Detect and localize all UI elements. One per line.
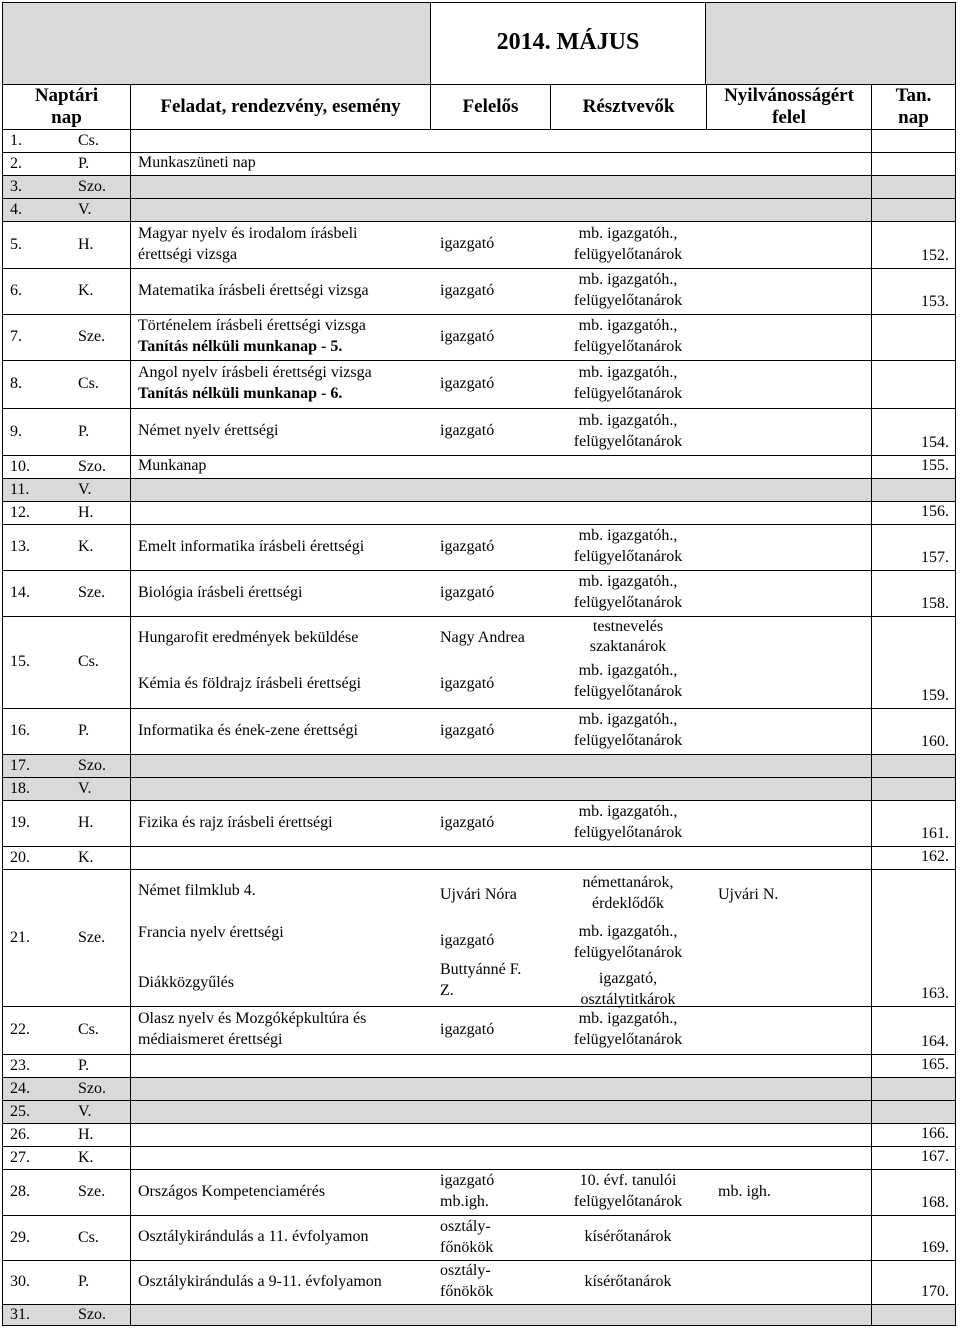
participants-text: felügyelőtanárok — [573, 432, 683, 450]
task-text: Matematika írásbeli érettségi vizsga — [138, 281, 369, 299]
row-12-part-cell — [550, 501, 706, 524]
day-number: 27. — [10, 1148, 30, 1166]
row-31-tan-cell — [871, 1304, 956, 1326]
row-4-resp-cell — [430, 198, 550, 221]
header-day-text: Naptári nap — [34, 85, 99, 128]
teaching-day-number: 167. — [921, 1148, 949, 1165]
day-name: V. — [78, 779, 92, 797]
day-name: Szo. — [78, 177, 106, 195]
header-responsible-text: Felelős — [462, 96, 519, 117]
row-11-task-cell — [130, 478, 430, 501]
day-name: Sze. — [78, 328, 106, 345]
title-blank-left — [2, 2, 430, 84]
participants-text: mb. igazgatóh., — [578, 1010, 678, 1027]
task-text: Magyar nyelv és irodalom írásbeli — [138, 224, 358, 242]
row-8-pub-cell — [706, 360, 871, 408]
day-name: Sze. — [78, 928, 106, 946]
row-1-task-cell — [130, 129, 430, 152]
header-responsible — [430, 84, 550, 129]
task-text: Hungarofit eredmények beküldése — [138, 629, 359, 646]
day-number: 22. — [10, 1021, 30, 1038]
row-31-task-cell — [130, 1304, 430, 1326]
row-3-pub-cell — [706, 175, 871, 198]
row-20-part-cell — [550, 846, 706, 869]
teaching-day-number: 152. — [921, 247, 949, 264]
row-4-tan-cell — [871, 198, 956, 221]
participants-text: testnevelés — [592, 618, 664, 635]
row-17-tan-cell — [871, 754, 956, 777]
row-25-pub-cell — [706, 1100, 871, 1123]
row-3-task-cell — [130, 175, 430, 198]
day-number: 21. — [10, 928, 30, 946]
task-text: Munkanap — [138, 457, 207, 474]
task-text: Német filmklub 4. — [138, 882, 256, 899]
row-25-tan-cell — [871, 1100, 956, 1123]
day-number: 10. — [10, 457, 30, 475]
teaching-day-number: 154. — [921, 434, 949, 451]
header-publicity — [706, 84, 871, 129]
teaching-day-number: 162. — [921, 848, 949, 865]
responsible-text: igazgató — [440, 281, 495, 299]
day-name: Cs. — [78, 653, 99, 670]
row-30-pub-cell — [706, 1260, 871, 1304]
day-number: 4. — [10, 200, 22, 218]
header-participants — [550, 84, 706, 129]
task-text: Fizika és rajz írásbeli érettségi — [138, 813, 333, 831]
day-name: Szo. — [78, 457, 106, 475]
day-name: Cs. — [78, 1228, 99, 1246]
row-27-resp-cell — [430, 1146, 550, 1169]
task-text: Osztálykirándulás a 9-11. évfolyamon — [138, 1272, 382, 1290]
day-name: Cs. — [78, 131, 99, 149]
row-24-part-cell — [550, 1077, 706, 1100]
row-31-resp-cell — [430, 1304, 550, 1326]
participants-text: mb. igazgatóh., — [578, 224, 678, 242]
participants-text: mb. igazgatóh., — [578, 803, 678, 820]
row-16-pub-cell — [706, 708, 871, 754]
task-text: Diákközgyűlés — [138, 974, 234, 991]
participants-text: mb. igazgatóh., — [578, 364, 678, 381]
teaching-day-number: 168. — [921, 1194, 949, 1211]
participants-text: felügyelőtanárok — [573, 292, 683, 309]
teaching-day-number: 170. — [921, 1283, 949, 1300]
row-4-part-cell — [550, 198, 706, 221]
day-number: 26. — [10, 1125, 30, 1143]
task-text: Informatika és ének-zene érettségi — [138, 721, 358, 739]
row-24-task-cell — [130, 1077, 430, 1100]
participants-text: osztálytitkárok — [580, 991, 676, 1008]
participants-text: felügyelőtanárok — [573, 338, 683, 355]
day-name: K. — [78, 282, 94, 299]
teaching-day-number: 166. — [921, 1125, 949, 1142]
row-22-pub-cell — [706, 1006, 871, 1054]
row-26-pub-cell — [706, 1123, 871, 1146]
row-11-pub-cell — [706, 478, 871, 501]
row-17-pub-cell — [706, 754, 871, 777]
task-text: médiaismeret érettségi — [138, 1031, 283, 1048]
responsible-text: Ujvári Nóra — [440, 886, 517, 903]
responsible-text: Buttyánné F. — [440, 961, 522, 978]
day-number: 14. — [10, 584, 30, 601]
responsible-text: Nagy Andrea — [440, 629, 525, 646]
day-name: P. — [78, 154, 90, 172]
teaching-day-number: 165. — [921, 1056, 949, 1073]
day-name: Szo. — [78, 1079, 106, 1097]
day-name: H. — [78, 235, 94, 253]
day-number: 25. — [10, 1102, 30, 1120]
row-19-pub-cell — [706, 800, 871, 846]
participants-text: felügyelőtanárok — [573, 594, 683, 611]
row-24-resp-cell — [430, 1077, 550, 1100]
day-name: P. — [78, 1056, 90, 1074]
responsible-text: osztály- — [440, 1217, 491, 1235]
row-2-resp-cell — [430, 152, 550, 175]
day-number: 31. — [10, 1306, 30, 1323]
teaching-day-number: 156. — [921, 503, 949, 520]
participants-text: felügyelőtanárok — [573, 245, 683, 263]
day-name: P. — [78, 422, 90, 440]
teaching-day-number: 153. — [921, 293, 949, 310]
day-name: Sze. — [78, 1183, 106, 1200]
task-text: Országos Kompetenciamérés — [138, 1182, 326, 1200]
row-23-part-cell — [550, 1054, 706, 1077]
header-publicity-text: Nyilvánosságért felel — [724, 85, 854, 128]
day-number: 8. — [10, 375, 22, 392]
day-name: Szo. — [78, 756, 106, 774]
row-12-pub-cell — [706, 501, 871, 524]
day-number: 6. — [10, 282, 22, 299]
responsible-text: igazgató — [440, 813, 495, 831]
day-number: 2. — [10, 154, 22, 172]
day-name: P. — [78, 722, 90, 739]
row-8-tan-cell — [871, 360, 956, 408]
day-name: V. — [78, 1102, 92, 1120]
header-task — [130, 84, 430, 129]
day-number: 24. — [10, 1079, 30, 1097]
row-10-part-cell — [550, 455, 706, 478]
task-text: Történelem írásbeli érettségi vizsga — [138, 317, 366, 334]
row-9-pub-cell — [706, 408, 871, 455]
teaching-day-number: 160. — [921, 733, 949, 750]
day-name: P. — [78, 1273, 90, 1290]
day-number: 13. — [10, 538, 30, 555]
row-18-tan-cell — [871, 777, 956, 800]
row-18-task-cell — [130, 777, 430, 800]
day-name: K. — [78, 538, 94, 555]
responsible-text: igazgató — [440, 583, 495, 601]
teaching-day-number: 161. — [921, 825, 949, 842]
task-text: Biológia írásbeli érettségi — [138, 583, 303, 601]
row-1-tan-cell — [871, 129, 956, 152]
row-20-resp-cell — [430, 846, 550, 869]
row-12-resp-cell — [430, 501, 550, 524]
day-number: 23. — [10, 1056, 30, 1074]
participants-text: mb. igazgatóh., — [578, 317, 678, 334]
teaching-day-number: 164. — [921, 1033, 949, 1050]
day-number: 1. — [10, 131, 22, 149]
task-text: Olasz nyelv és Mozgóképkultúra és — [138, 1010, 367, 1027]
row-5-pub-cell — [706, 221, 871, 268]
participants-text: szaktanárok — [589, 638, 667, 655]
day-number: 30. — [10, 1273, 30, 1290]
day-number: 19. — [10, 814, 30, 831]
row-24-pub-cell — [706, 1077, 871, 1100]
row-11-part-cell — [550, 478, 706, 501]
teaching-day-number: 163. — [921, 985, 949, 1002]
responsible-text: főnökök — [440, 1238, 494, 1256]
day-number: 12. — [10, 503, 30, 521]
schedule-sheet — [2, 2, 956, 1326]
row-2-part-cell — [550, 152, 706, 175]
row-7-pub-cell — [706, 314, 871, 360]
participants-text: mb. igazgatóh., — [578, 271, 678, 288]
participants-text: mb. igazgatóh., — [578, 411, 678, 429]
row-3-tan-cell — [871, 175, 956, 198]
row-10-resp-cell — [430, 455, 550, 478]
participants-text: mb. igazgatóh., — [578, 923, 678, 940]
row-20-task-cell — [130, 846, 430, 869]
row-25-part-cell — [550, 1100, 706, 1123]
responsible-text: osztály- — [440, 1262, 491, 1279]
day-name: H. — [78, 503, 94, 521]
row-27-task-cell — [130, 1146, 430, 1169]
row-4-pub-cell — [706, 198, 871, 221]
participants-text: felügyelőtanárok — [573, 683, 683, 700]
row-2-pub-cell — [706, 152, 871, 175]
row-31-part-cell — [550, 1304, 706, 1326]
participants-text: felügyelőtanárok — [573, 1031, 683, 1048]
row-7-tan-cell — [871, 314, 956, 360]
responsible-text: igazgató — [440, 932, 495, 949]
row-25-task-cell — [130, 1100, 430, 1123]
row-18-part-cell — [550, 777, 706, 800]
day-number: 28. — [10, 1183, 30, 1200]
responsible-text: igazgató — [440, 235, 495, 252]
task-text: Osztálykirándulás a 11. évfolyamon — [138, 1228, 369, 1245]
row-27-pub-cell — [706, 1146, 871, 1169]
row-25-resp-cell — [430, 1100, 550, 1123]
row-11-resp-cell — [430, 478, 550, 501]
row-3-part-cell — [550, 175, 706, 198]
participants-text: mb. igazgatóh., — [578, 573, 678, 590]
day-name: K. — [78, 1148, 94, 1166]
row-17-task-cell — [130, 754, 430, 777]
page-title — [430, 2, 706, 84]
row-18-pub-cell — [706, 777, 871, 800]
row-26-part-cell — [550, 1123, 706, 1146]
responsible-text: igazgató — [440, 1020, 495, 1038]
responsible-text: mb.igh. — [440, 1193, 489, 1210]
publicity-text: mb. igh. — [718, 1182, 771, 1200]
day-number: 11. — [10, 480, 30, 498]
row-15-pub-cell — [706, 616, 871, 708]
row-13-pub-cell — [706, 524, 871, 570]
responsible-text: Z. — [440, 982, 454, 999]
task-text: érettségi vizsga — [138, 245, 238, 263]
participants-text: felügyelőtanárok — [573, 824, 683, 841]
day-number: 20. — [10, 848, 30, 866]
page-title-text: 2014. MÁJUS — [496, 29, 640, 55]
row-17-resp-cell — [430, 754, 550, 777]
row-26-resp-cell — [430, 1123, 550, 1146]
participants-text: kísérőtanárok — [584, 1228, 672, 1245]
participants-text: felügyelőtanárok — [573, 944, 683, 961]
day-name: Cs. — [78, 375, 99, 392]
teaching-day-number: 169. — [921, 1239, 949, 1256]
teaching-day-number: 155. — [921, 457, 949, 474]
day-name: H. — [78, 1125, 94, 1143]
row-10-pub-cell — [706, 455, 871, 478]
task-text: Emelt informatika írásbeli érettségi — [138, 537, 365, 555]
row-18-resp-cell — [430, 777, 550, 800]
row-27-part-cell — [550, 1146, 706, 1169]
responsible-text: igazgató — [440, 675, 495, 692]
row-11-tan-cell — [871, 478, 956, 501]
day-number: 16. — [10, 722, 30, 739]
row-4-task-cell — [130, 198, 430, 221]
row-24-tan-cell — [871, 1077, 956, 1100]
task-text: Tanítás nélküli munkanap - 6. — [138, 385, 343, 402]
header-participants-text: Résztvevők — [582, 96, 675, 117]
row-23-task-cell — [130, 1054, 430, 1077]
row-17-part-cell — [550, 754, 706, 777]
teaching-day-number: 158. — [921, 595, 949, 612]
participants-text: érdeklődők — [592, 895, 664, 912]
responsible-text: igazgató — [440, 1172, 495, 1189]
day-number: 3. — [10, 177, 22, 195]
responsible-text: igazgató — [440, 374, 495, 392]
title-blank-right — [706, 2, 956, 84]
participants-text: 10. évf. tanulói — [579, 1172, 677, 1189]
row-3-resp-cell — [430, 175, 550, 198]
row-1-resp-cell — [430, 129, 550, 152]
task-text: Angol nyelv írásbeli érettségi vizsga — [138, 364, 372, 381]
day-number: 9. — [10, 422, 22, 440]
publicity-text: Ujvári N. — [718, 886, 779, 903]
row-26-task-cell — [130, 1123, 430, 1146]
participants-text: felügyelőtanárok — [573, 1193, 683, 1210]
row-12-task-cell — [130, 501, 430, 524]
row-23-pub-cell — [706, 1054, 871, 1077]
day-name: Cs. — [78, 1021, 99, 1038]
day-name: H. — [78, 814, 94, 831]
task-text: Kémia és földrajz írásbeli érettségi — [138, 675, 362, 692]
day-name: Szo. — [78, 1306, 106, 1323]
header-task-text: Feladat, rendezvény, esemény — [160, 96, 401, 117]
participants-text: igazgató, — [598, 970, 658, 987]
row-20-pub-cell — [706, 846, 871, 869]
row-14-pub-cell — [706, 570, 871, 616]
task-text: Tanítás nélküli munkanap - 5. — [138, 338, 343, 355]
day-name: V. — [78, 200, 92, 218]
task-text: Német nyelv érettségi — [138, 422, 279, 439]
responsible-text: igazgató — [440, 327, 495, 345]
participants-text: felügyelőtanárok — [573, 732, 683, 749]
teaching-day-number: 159. — [921, 687, 949, 704]
day-name: V. — [78, 480, 92, 498]
row-29-pub-cell — [706, 1215, 871, 1260]
row-1-pub-cell — [706, 129, 871, 152]
participants-text: felügyelőtanárok — [573, 385, 683, 402]
participants-text: kísérőtanárok — [584, 1272, 672, 1290]
day-name: K. — [78, 848, 94, 866]
participants-text: mb. igazgatóh., — [578, 527, 678, 544]
row-6-pub-cell — [706, 268, 871, 314]
day-number: 15. — [10, 653, 30, 670]
day-number: 29. — [10, 1228, 30, 1246]
header-day — [2, 84, 130, 129]
responsible-text: igazgató — [440, 537, 495, 555]
header-tan-nap-text: Tan. nap — [895, 85, 932, 128]
row-1-part-cell — [550, 129, 706, 152]
task-text: Munkaszüneti nap — [138, 154, 256, 171]
task-text: Francia nyelv érettségi — [138, 924, 284, 941]
header-tan-nap — [871, 84, 956, 129]
participants-text: némettanárok, — [582, 874, 674, 891]
row-23-resp-cell — [430, 1054, 550, 1077]
row-2-tan-cell — [871, 152, 956, 175]
responsible-text: igazgató — [440, 422, 495, 439]
participants-text: mb. igazgatóh., — [578, 662, 678, 679]
teaching-day-number: 157. — [921, 549, 949, 566]
responsible-text: főnökök — [440, 1283, 494, 1300]
day-number: 7. — [10, 328, 22, 345]
day-number: 18. — [10, 779, 30, 797]
row-31-pub-cell — [706, 1304, 871, 1326]
day-number: 17. — [10, 756, 30, 774]
responsible-text: igazgató — [440, 721, 495, 739]
participants-text: mb. igazgatóh., — [578, 711, 678, 728]
day-number: 5. — [10, 235, 22, 253]
day-name: Sze. — [78, 584, 106, 601]
participants-text: felügyelőtanárok — [573, 548, 683, 565]
